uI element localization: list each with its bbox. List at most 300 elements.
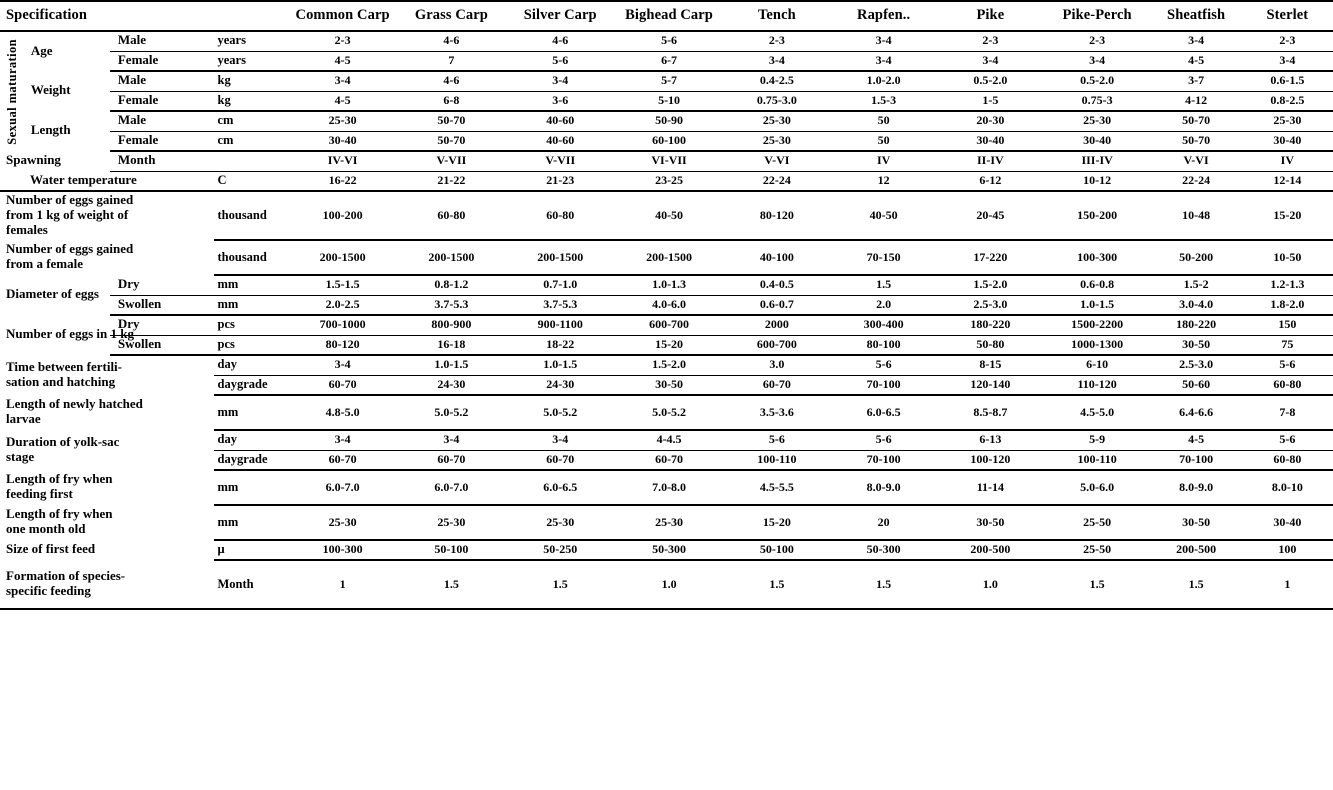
data-cell: 16-22 bbox=[288, 171, 397, 191]
data-cell: IV bbox=[1242, 151, 1333, 171]
row-unit: pcs bbox=[214, 335, 289, 355]
data-cell: 2-3 bbox=[1044, 31, 1151, 51]
data-cell: 60-70 bbox=[615, 450, 724, 470]
row-label-line: stage bbox=[6, 448, 35, 464]
row-unit: years bbox=[214, 51, 289, 71]
data-cell: 100-110 bbox=[723, 450, 830, 470]
row-sublabel: Month bbox=[110, 151, 214, 171]
table-row bbox=[0, 430, 1333, 450]
table-row bbox=[0, 275, 1333, 295]
data-cell: 1.5-2.0 bbox=[937, 275, 1044, 295]
data-cell: 30-50 bbox=[615, 375, 724, 395]
row-label-line: feeding first bbox=[6, 486, 73, 501]
data-cell: II-IV bbox=[937, 151, 1044, 171]
sexual-maturation-label-text: Sexual maturation bbox=[4, 38, 19, 145]
group-label-spawning: Spawning bbox=[6, 152, 61, 168]
row-label-line: Duration of yolk-sac bbox=[6, 433, 120, 449]
data-cell: 0.7-1.0 bbox=[506, 275, 615, 295]
data-cell: 50-300 bbox=[615, 540, 724, 560]
column-header-tench: Tench bbox=[757, 7, 796, 23]
data-cell: 25-30 bbox=[397, 505, 506, 540]
data-cell: 1.2-1.3 bbox=[1242, 275, 1333, 295]
eggs-in-one-kg-block bbox=[0, 315, 1333, 355]
data-cell: 4.5-5.5 bbox=[723, 470, 830, 505]
row-unit: day bbox=[214, 355, 289, 375]
row-sublabel: Swollen bbox=[110, 335, 214, 355]
data-cell: 1.0-1.5 bbox=[1044, 295, 1151, 315]
data-cell: 80-100 bbox=[830, 335, 937, 355]
data-cell: 1500-2200 bbox=[1044, 315, 1151, 335]
data-cell: 60-80 bbox=[1242, 450, 1333, 470]
row-unit: cm bbox=[214, 111, 289, 131]
data-cell: 2-3 bbox=[1242, 31, 1333, 51]
data-cell: 25-30 bbox=[1044, 111, 1151, 131]
data-cell: 5-6 bbox=[830, 430, 937, 450]
egg-yield-block bbox=[0, 191, 1333, 275]
data-cell: 75 bbox=[1242, 335, 1333, 355]
data-cell: 50-60 bbox=[1150, 375, 1241, 395]
data-cell: 180-220 bbox=[1150, 315, 1241, 335]
data-cell: 40-100 bbox=[723, 240, 830, 275]
row-unit: kg bbox=[214, 71, 289, 91]
row-label-line: specific feeding bbox=[6, 582, 91, 598]
data-cell: 50-70 bbox=[1150, 111, 1241, 131]
data-cell: 0.75-3 bbox=[1044, 91, 1151, 111]
data-cell: 20-45 bbox=[937, 191, 1044, 240]
row-unit: thousand bbox=[214, 240, 289, 275]
data-cell: 80-120 bbox=[723, 191, 830, 240]
data-cell: 8.0-9.0 bbox=[1150, 470, 1241, 505]
data-cell: 7 bbox=[397, 51, 506, 71]
data-cell: 1.5-2 bbox=[1150, 275, 1241, 295]
data-cell: 50-200 bbox=[1150, 240, 1241, 275]
table-row bbox=[0, 355, 1333, 375]
data-cell: 17-220 bbox=[937, 240, 1044, 275]
data-cell: 40-60 bbox=[506, 111, 615, 131]
column-header-rapfen: Rapfen.. bbox=[857, 7, 911, 23]
data-cell: 8.5-8.7 bbox=[937, 395, 1044, 430]
data-cell: 5.0-5.2 bbox=[615, 395, 724, 430]
data-cell: 0.4-2.5 bbox=[723, 71, 830, 91]
data-cell: 3-4 bbox=[937, 51, 1044, 71]
data-cell: 900-1100 bbox=[506, 315, 615, 335]
column-header-sheatfish: Sheatfish bbox=[1167, 7, 1226, 23]
data-cell: 1.8-2.0 bbox=[1242, 295, 1333, 315]
table-row bbox=[0, 560, 1333, 609]
column-header-grass-carp: Grass Carp bbox=[414, 7, 488, 23]
data-cell: 24-30 bbox=[506, 375, 615, 395]
group-label-length: Length bbox=[30, 122, 71, 138]
data-cell: 200-1500 bbox=[397, 240, 506, 275]
row-label-line: Formation of species- bbox=[6, 567, 126, 583]
data-cell: 25-30 bbox=[506, 505, 615, 540]
data-cell: 5-6 bbox=[615, 31, 724, 51]
row-label-line: sation and hatching bbox=[6, 374, 116, 389]
data-cell: 60-100 bbox=[615, 131, 724, 151]
row-label-fry-length-first-feeding bbox=[0, 470, 214, 505]
data-cell: 24-30 bbox=[397, 375, 506, 395]
data-cell: 40-50 bbox=[830, 191, 937, 240]
row-label-line: Number of eggs gained bbox=[6, 192, 134, 208]
row-label-eggs-per-female bbox=[0, 240, 214, 275]
data-cell: 6-13 bbox=[937, 430, 1044, 450]
data-cell: 0.5-2.0 bbox=[937, 71, 1044, 91]
yolk-sac-block bbox=[0, 430, 1333, 470]
table-header-row bbox=[0, 1, 1333, 31]
data-cell: 70-100 bbox=[1150, 450, 1241, 470]
row-unit: mm bbox=[214, 395, 289, 430]
spawning-block bbox=[0, 151, 1333, 191]
data-cell: 100 bbox=[1242, 540, 1333, 560]
data-cell: 7.0-8.0 bbox=[615, 470, 724, 505]
row-sublabel: Dry bbox=[110, 315, 214, 335]
data-cell: 10-12 bbox=[1044, 171, 1151, 191]
data-cell: 40-50 bbox=[615, 191, 724, 240]
data-cell: 15-20 bbox=[1242, 191, 1333, 240]
row-unit bbox=[214, 151, 289, 171]
data-cell: 20 bbox=[830, 505, 937, 540]
data-cell: 3-7 bbox=[1150, 71, 1241, 91]
data-cell: 180-220 bbox=[937, 315, 1044, 335]
data-cell: 3-4 bbox=[1150, 31, 1241, 51]
data-cell: 50-80 bbox=[937, 335, 1044, 355]
row-sublabel: Male bbox=[110, 111, 214, 131]
row-label-line: from a female bbox=[6, 256, 84, 271]
data-cell: 2.5-3.0 bbox=[1150, 355, 1241, 375]
row-label-time-fertilisation-hatching bbox=[0, 355, 214, 395]
larvae-length-block bbox=[0, 395, 1333, 430]
data-cell: 5-9 bbox=[1044, 430, 1151, 450]
data-cell: 15-20 bbox=[723, 505, 830, 540]
data-cell: 30-50 bbox=[1150, 505, 1241, 540]
data-cell: 1.5-1.5 bbox=[288, 275, 397, 295]
data-cell: 30-40 bbox=[288, 131, 397, 151]
column-header-bighead-carp: Bighead Carp bbox=[625, 7, 713, 23]
data-cell: 120-140 bbox=[937, 375, 1044, 395]
table-row bbox=[0, 395, 1333, 430]
data-cell: 60-80 bbox=[397, 191, 506, 240]
row-unit: mm bbox=[214, 295, 289, 315]
data-cell: 150-200 bbox=[1044, 191, 1151, 240]
row-label-line: larvae bbox=[6, 411, 41, 426]
data-cell: 5.0-5.2 bbox=[397, 395, 506, 430]
data-cell: 4.5-5.0 bbox=[1044, 395, 1151, 430]
data-cell: 5-7 bbox=[615, 71, 724, 91]
data-cell: 0.4-0.5 bbox=[723, 275, 830, 295]
table-row bbox=[0, 51, 1333, 71]
row-label-line: Length of fry when bbox=[6, 506, 113, 522]
data-cell: 15-20 bbox=[615, 335, 724, 355]
data-cell: 3-4 bbox=[397, 430, 506, 450]
egg-diameter-block bbox=[0, 275, 1333, 315]
data-cell: 600-700 bbox=[723, 335, 830, 355]
data-cell: 25-30 bbox=[723, 131, 830, 151]
data-cell: 200-1500 bbox=[288, 240, 397, 275]
data-cell: 50-70 bbox=[1150, 131, 1241, 151]
data-cell: 6-8 bbox=[397, 91, 506, 111]
data-cell: 4.8-5.0 bbox=[288, 395, 397, 430]
data-cell: 16-18 bbox=[397, 335, 506, 355]
data-cell: 50-100 bbox=[397, 540, 506, 560]
data-cell: 100-300 bbox=[1044, 240, 1151, 275]
row-label-fry-length-one-month bbox=[0, 505, 214, 540]
data-cell: 2-3 bbox=[937, 31, 1044, 51]
table-row bbox=[0, 191, 1333, 240]
data-cell: 3-4 bbox=[288, 71, 397, 91]
data-cell: 25-50 bbox=[1044, 505, 1151, 540]
data-cell: 25-50 bbox=[1044, 540, 1151, 560]
table-row bbox=[0, 31, 1333, 51]
data-cell: 6-7 bbox=[615, 51, 724, 71]
data-cell: 0.5-2.0 bbox=[1044, 71, 1151, 91]
data-cell: 4-5 bbox=[288, 91, 397, 111]
data-cell: 6.0-7.0 bbox=[288, 470, 397, 505]
data-cell: 1.0 bbox=[661, 576, 677, 591]
data-cell: 12 bbox=[830, 171, 937, 191]
data-cell: 40-60 bbox=[506, 131, 615, 151]
data-cell: 1-5 bbox=[937, 91, 1044, 111]
row-unit: C bbox=[214, 171, 289, 191]
data-cell: 300-400 bbox=[830, 315, 937, 335]
table-row bbox=[0, 540, 1333, 560]
row-label-line: from 1 kg of weight of bbox=[6, 207, 129, 223]
data-cell: 1.5 bbox=[830, 275, 937, 295]
data-cell: 200-500 bbox=[1150, 540, 1241, 560]
data-cell: 1.5 bbox=[876, 576, 892, 591]
data-cell: 3.5-3.6 bbox=[723, 395, 830, 430]
data-cell: V-VI bbox=[723, 151, 830, 171]
data-cell: 3-4 bbox=[830, 31, 937, 51]
data-cell: 5-10 bbox=[615, 91, 724, 111]
data-cell: 1.0 bbox=[982, 576, 998, 591]
data-cell: 110-120 bbox=[1044, 375, 1151, 395]
data-cell: 1.5 bbox=[552, 576, 568, 591]
column-header-pike: Pike bbox=[976, 7, 1005, 23]
data-cell: 1 bbox=[339, 576, 346, 591]
data-cell: 6.4-6.6 bbox=[1150, 395, 1241, 430]
data-cell: 25-30 bbox=[288, 111, 397, 131]
data-cell: 20-30 bbox=[937, 111, 1044, 131]
data-cell: 2-3 bbox=[723, 31, 830, 51]
data-cell: 30-50 bbox=[1150, 335, 1241, 355]
data-cell: 50-70 bbox=[397, 131, 506, 151]
data-cell: 30-50 bbox=[937, 505, 1044, 540]
data-cell: 30-40 bbox=[937, 131, 1044, 151]
data-cell: 8.0-10 bbox=[1242, 470, 1333, 505]
data-cell: 4-5 bbox=[1150, 51, 1241, 71]
row-label-diameter-of-eggs: Diameter of eggs bbox=[6, 286, 99, 302]
row-label-line: Length of newly hatched bbox=[6, 396, 143, 412]
data-cell: 60-70 bbox=[288, 375, 397, 395]
row-sublabel: Female bbox=[110, 131, 214, 151]
data-cell: III-IV bbox=[1044, 151, 1151, 171]
data-cell: 23-25 bbox=[615, 171, 724, 191]
data-cell: 5-6 bbox=[830, 355, 937, 375]
row-label-yolk-sac-duration bbox=[0, 430, 214, 470]
data-cell: 50 bbox=[830, 131, 937, 151]
data-cell: 4.0-6.0 bbox=[615, 295, 724, 315]
data-cell: VI-VII bbox=[615, 151, 724, 171]
data-cell: 3.0 bbox=[723, 355, 830, 375]
row-label-size-of-first-feed: Size of first feed bbox=[6, 541, 96, 557]
data-cell: 4-6 bbox=[506, 31, 615, 51]
row-unit: kg bbox=[214, 91, 289, 111]
data-cell: 50-90 bbox=[615, 111, 724, 131]
data-cell: 5.0-6.0 bbox=[1044, 470, 1151, 505]
table-row bbox=[0, 111, 1333, 131]
row-label-line: one month old bbox=[6, 521, 86, 536]
data-cell: 10-50 bbox=[1242, 240, 1333, 275]
data-cell: 50-250 bbox=[506, 540, 615, 560]
data-cell: 1.5 bbox=[1089, 576, 1105, 591]
table-row bbox=[0, 470, 1333, 505]
data-cell: 800-900 bbox=[397, 315, 506, 335]
data-cell: 10-48 bbox=[1150, 191, 1241, 240]
data-cell: 2.0 bbox=[830, 295, 937, 315]
row-sublabel: Dry bbox=[110, 275, 214, 295]
fry-growth-block bbox=[0, 470, 1333, 609]
data-cell: 0.75-3.0 bbox=[723, 91, 830, 111]
data-cell: 1.5 bbox=[769, 576, 785, 591]
row-unit: μ bbox=[214, 540, 289, 560]
data-cell: 70-150 bbox=[830, 240, 937, 275]
data-cell: 30-40 bbox=[1242, 505, 1333, 540]
data-cell: 100-110 bbox=[1044, 450, 1151, 470]
sexual-maturation-block bbox=[0, 31, 1333, 151]
data-cell: 0.6-1.5 bbox=[1242, 71, 1333, 91]
data-cell: 80-120 bbox=[288, 335, 397, 355]
data-cell: IV-VI bbox=[288, 151, 397, 171]
row-unit: mm bbox=[214, 470, 289, 505]
data-cell: V-VI bbox=[1150, 151, 1241, 171]
data-cell: 3-4 bbox=[506, 430, 615, 450]
data-cell: 1.0-1.5 bbox=[397, 355, 506, 375]
row-sublabel: Female bbox=[110, 51, 214, 71]
table-row bbox=[0, 71, 1333, 91]
data-cell: 1.0-1.3 bbox=[615, 275, 724, 295]
row-unit: pcs bbox=[214, 315, 289, 335]
data-cell: 12-14 bbox=[1242, 171, 1333, 191]
specification-header: Specification bbox=[6, 7, 88, 23]
data-cell: 11-14 bbox=[937, 470, 1044, 505]
data-cell: 2-3 bbox=[288, 31, 397, 51]
data-cell: 7-8 bbox=[1242, 395, 1333, 430]
data-cell: 0.6-0.8 bbox=[1044, 275, 1151, 295]
data-cell: 3.7-5.3 bbox=[397, 295, 506, 315]
data-cell: 0.8-1.2 bbox=[397, 275, 506, 295]
table-row bbox=[0, 151, 1333, 171]
row-sublabel: Swollen bbox=[110, 295, 214, 315]
data-cell: 1.0-1.5 bbox=[506, 355, 615, 375]
data-cell: 21-23 bbox=[506, 171, 615, 191]
row-unit: Month bbox=[217, 576, 254, 591]
table-row bbox=[0, 315, 1333, 335]
data-cell: 1.5 bbox=[443, 576, 459, 591]
data-cell: 0.6-0.7 bbox=[723, 295, 830, 315]
data-cell: 6.0-6.5 bbox=[830, 395, 937, 430]
group-label-age: Age bbox=[30, 42, 53, 58]
data-cell: 50-100 bbox=[723, 540, 830, 560]
column-header-sterlet: Sterlet bbox=[1266, 7, 1309, 23]
data-cell: 50-300 bbox=[830, 540, 937, 560]
data-cell: 3.0-4.0 bbox=[1150, 295, 1241, 315]
data-cell: 200-1500 bbox=[506, 240, 615, 275]
data-cell: 70-100 bbox=[830, 375, 937, 395]
data-cell: 6.0-6.5 bbox=[506, 470, 615, 505]
data-cell: 3-4 bbox=[288, 430, 397, 450]
data-cell: 150 bbox=[1242, 315, 1333, 335]
table-row bbox=[0, 240, 1333, 275]
data-cell: 8.0-9.0 bbox=[830, 470, 937, 505]
row-unit: daygrade bbox=[214, 450, 289, 470]
row-unit: daygrade bbox=[214, 375, 289, 395]
row-unit: mm bbox=[214, 505, 289, 540]
data-cell: 50-70 bbox=[397, 111, 506, 131]
row-sublabel: Male bbox=[110, 71, 214, 91]
sexual-maturation-vertical-label bbox=[0, 31, 25, 151]
row-unit: years bbox=[214, 31, 289, 51]
data-cell: 6-10 bbox=[1044, 355, 1151, 375]
data-cell: 4-12 bbox=[1150, 91, 1241, 111]
data-cell: 1000-1300 bbox=[1044, 335, 1151, 355]
data-cell: 18-22 bbox=[506, 335, 615, 355]
row-sublabel: Female bbox=[110, 91, 214, 111]
data-cell: 3-4 bbox=[506, 71, 615, 91]
data-cell: 70-100 bbox=[830, 450, 937, 470]
data-cell: 3-6 bbox=[506, 91, 615, 111]
data-cell: 4-4.5 bbox=[615, 430, 724, 450]
table-row bbox=[0, 91, 1333, 111]
data-cell: 1.5 bbox=[1188, 576, 1204, 591]
row-label-line: Number of eggs gained bbox=[6, 241, 134, 257]
data-cell: 4-6 bbox=[397, 31, 506, 51]
data-cell: 25-30 bbox=[723, 111, 830, 131]
data-cell: 4-6 bbox=[397, 71, 506, 91]
fertilisation-hatching-block bbox=[0, 355, 1333, 395]
row-label-line: females bbox=[6, 221, 48, 237]
data-cell: 6.0-7.0 bbox=[397, 470, 506, 505]
data-cell: 4-5 bbox=[1150, 430, 1241, 450]
data-cell: 22-24 bbox=[723, 171, 830, 191]
data-cell: 2.0-2.5 bbox=[288, 295, 397, 315]
data-cell: 200-500 bbox=[937, 540, 1044, 560]
table-header-group bbox=[0, 1, 1333, 31]
data-cell: 25-30 bbox=[288, 505, 397, 540]
data-cell: 1.5-3 bbox=[830, 91, 937, 111]
table-row bbox=[0, 295, 1333, 315]
data-cell: 30-40 bbox=[1242, 131, 1333, 151]
row-sublabel: Male bbox=[110, 31, 214, 51]
data-cell: 700-1000 bbox=[288, 315, 397, 335]
row-unit: thousand bbox=[214, 191, 289, 240]
data-cell: 1.0-2.0 bbox=[830, 71, 937, 91]
data-cell: 6-12 bbox=[937, 171, 1044, 191]
data-cell: 600-700 bbox=[615, 315, 724, 335]
data-cell: 4-5 bbox=[288, 51, 397, 71]
row-label-eggs-per-kg-female bbox=[0, 191, 214, 240]
data-cell: 3-4 bbox=[723, 51, 830, 71]
data-cell: 0.8-2.5 bbox=[1242, 91, 1333, 111]
row-label-line: Time between fertili- bbox=[6, 359, 122, 375]
data-cell: 5.0-5.2 bbox=[506, 395, 615, 430]
table-row bbox=[0, 335, 1333, 355]
data-cell: 30-40 bbox=[1044, 131, 1151, 151]
data-cell: 50 bbox=[830, 111, 937, 131]
column-header-pike-perch: Pike-Perch bbox=[1062, 7, 1132, 23]
data-cell: 3-4 bbox=[288, 355, 397, 375]
data-cell: 60-70 bbox=[506, 450, 615, 470]
data-cell: 60-70 bbox=[397, 450, 506, 470]
